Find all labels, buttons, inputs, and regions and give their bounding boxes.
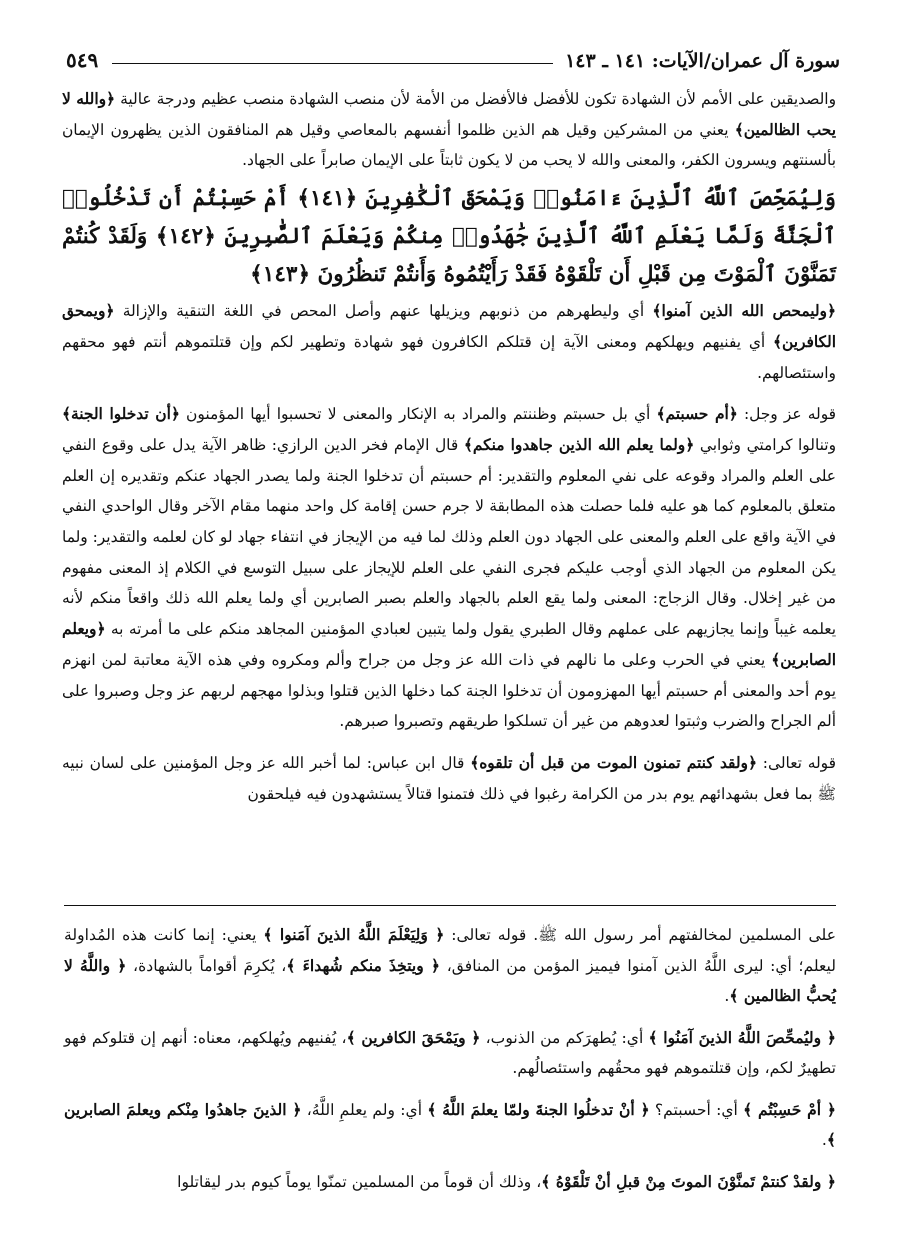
- footnote-paragraph-1: على المسلمين لمخالفتهم أمر رسول الله ﷺ. قوله تعالى: ﴿ وَلِيَعْلَمَ اللَّهُ الذينَ آمَنوا ﴾ يعني: إنما كانت هذه المُداولة ليعلم؛ أي: ليرى اللَّهُ الذين آمنوا فيميز المؤمن من المنافق، ﴿ ويتخِذَ منكم شُهداءَ ﴾، يُكرِمَ أقواماً بالشهادة، ﴿ واللَّهُ لا يُحبُّ الظالمين ﴾.: [64, 925, 837, 1005]
- running-title: سورة آل عمران/الآيات: ١٤١ ـ ١٤٣: [565, 50, 840, 72]
- quote: ﴿ الذينَ جاهدُوا مِنْكم ويعلمَ الصابرين ﴾: [64, 1099, 836, 1149]
- quote: ﴿وليمحص الله الذين آمنوا﴾: [652, 302, 836, 321]
- header-rule: [112, 63, 553, 64]
- quote: ﴿ وليُمحِّصَ اللَّهُ الذينَ آمَنُوا ﴾: [648, 1027, 836, 1047]
- quote: ﴿ وَلِيَعْلَمَ اللَّهُ الذينَ آمَنوا ﴾: [263, 925, 445, 944]
- quote: ﴿ويمحق الكافرين﴾: [62, 302, 836, 351]
- quote: ﴿أن تدخلوا الجنة﴾: [62, 405, 180, 424]
- quran-verses: وَلِيُمَحِّصَ ٱللَّهُ ٱلَّذِينَ ءَامَنُوا۟ وَيَمْحَقَ ٱلْكَٰفِرِينَ ﴿١٤١﴾ أَمْ حَسِبْتُمْ أَن تَدْخُلُوا۟ ٱلْجَنَّةَ وَلَمَّا يَعْلَمِ ٱللَّهُ ٱلَّذِينَ جَٰهَدُوا۟ مِنكُمْ وَيَعْلَمَ ٱلصَّٰبِرِينَ ﴿١٤٢﴾ وَلَقَدْ كُنتُمْ تَمَنَّوْنَ ٱلْمَوْتَ مِن قَبْلِ أَن تَلْقَوْهُ فَقَدْ رَأَيْتُمُوهُ وَأَنتُمْ تَنظُرُونَ ﴿١٤٣﴾: [62, 186, 837, 288]
- quote: ﴿ولما يعلم الله الذين جاهدوا منكم﴾: [463, 435, 695, 454]
- paragraph-4: قوله تعالى: ﴿ولقد كنتم تمنون الموت من قبل أن تلقوه﴾ قال ابن عباس: لما أخبر الله عز وجل المؤمنين على لسان نبيه ﷺ بما فعل بشهدائهم يوم بدر من الكرامة رغبوا في ذلك فتمنوا قتالاً يستشهدون فيه فيلحقون: [62, 753, 836, 803]
- quote: ﴿ أنْ تدخلُوا الجنةَ ولمّا يعلمَ اللَّهُ ﴾: [427, 1099, 650, 1119]
- quote: ﴿أم حسبتم﴾: [656, 405, 738, 424]
- quote: ﴿ أمْ حَسِبْتُم ﴾: [743, 1099, 837, 1119]
- footnote-commentary: [64, 920, 836, 1197]
- quote: ﴿ويعلم الصابرين﴾: [62, 620, 836, 669]
- paragraph-1: والصديقين على الأمم لأن الشهادة تكون للأفضل فالأفضل من الأمة لأن منصب الشهادة منصب عظيم ودرجة عالية ﴿والله لا يحب الظالمين﴾ يعني من المشركين وقيل هم الذين ظلموا أنفسهم بالمعاصي وقيل هم المنافقون الذين يظهرون الإيمان بألسنتهم ويسرون الكفر، والمعنى والله لا يحب من لا يكون ثابتاً على الإيمان صابراً على الجهاد.: [62, 90, 836, 170]
- quote: ﴿ولقد كنتم تمنون الموت من قبل أن تلقوه﴾: [470, 753, 757, 772]
- quote: ﴿والله لا يحب الظالمين﴾: [62, 90, 836, 139]
- quote: ﴿ ويتخِذَ منكم شُهداءَ ﴾: [286, 955, 441, 975]
- page-header: [66, 38, 840, 72]
- footnote-paragraph-2: ﴿ وليُمحِّصَ اللَّهُ الذينَ آمَنُوا ﴾ أي: يُطهرَكم من الذنوب، ﴿ ويَمْحَقَ الكافرين ﴾، يُفنيهم ويُهلكهم، معناه: أنهم إن قتلوكم فهو تطهيرٌ لكم، وإن قتلتموهم فهو محقُهم واستئصالُهم.: [64, 1027, 836, 1077]
- page-number: ٥٤٩: [66, 48, 99, 72]
- footnote-paragraph-4: ﴿ ولقدْ كنتمْ تَمنَّوْنَ الموتَ مِنْ قبلِ أنْ تَلْقَوْهُ ﴾، وذلك أن قوماً من المسلمين تمنّوا يوماً كيوم بدر ليقاتلوا: [177, 1171, 836, 1191]
- main-commentary: [62, 84, 836, 809]
- footnote-paragraph-3: ﴿ أمْ حَسِبْتُم ﴾ أي: أحسبتم؟ ﴿ أنْ تدخلُوا الجنةَ ولمّا يعلمَ اللَّهُ ﴾ أي: ولم يعلمِ اللَّهُ، ﴿ الذينَ جاهدُوا مِنْكم ويعلمَ الصابرين ﴾.: [64, 1099, 837, 1149]
- footnote-divider: [64, 905, 836, 906]
- quote: ﴿ ويَمْحَقَ الكافرين ﴾: [346, 1027, 481, 1047]
- paragraph-2: ﴿وليمحص الله الذين آمنوا﴾ أي وليطهرهم من ذنوبهم ويزيلها عنهم وأصل المحص في اللغة التنقية والإزالة ﴿ويمحق الكافرين﴾ أي يفنيهم ويهلكهم ومعنى الآية إن قتلكم الكافرون فهو شهادة وتطهير لكم وإن قتلتموهم أنتم فهو محقهم واستئصالهم.: [62, 302, 836, 382]
- quote: ﴿ ولقدْ كنتمْ تَمنَّوْنَ الموتَ مِنْ قبلِ أنْ تَلْقَوْهُ ﴾: [541, 1171, 836, 1191]
- quote: ﴿ واللَّهُ لا يُحبُّ الظالمين ﴾: [64, 955, 836, 1005]
- paragraph-3: قوله عز وجل: ﴿أم حسبتم﴾ أي بل حسبتم وظننتم والمراد به الإنكار والمعنى لا تحسبوا أيها المؤمنون ﴿أن تدخلوا الجنة﴾ وتنالوا كرامتي وثوابي ﴿ولما يعلم الله الذين جاهدوا منكم﴾ قال الإمام فخر الدين الرازي: ظاهر الآية يدل على وقوع النفي على العلم والمراد وقوعه على نفي المعلوم والتقدير: أم حسبتم أن تدخلوا الجنة ولما يصدر الجهاد عنكم وتقديره إن العلم متعلق بالمعلوم كما هو عليه فلما حصلت هذه المطابقة لا جرم حسن إقامة كل واحد منهما مقام الآخر وقال الواحدي النفي في الآية واقع على العلم والمعنى على الجهاد دون العلم وذلك لما فيه من الإيجاز في انتفاء جهاد لو كان لعلمه والتقدير: ولما يكن المعلوم من الجهاد الذي أوجب عليكم فجرى النفي على العلم للإيجاز على سبيل التوسع في الكلام إذ المعنى مفهوم من غير إخلال. وقال الزجاج: المعنى ولما يقع العلم بالجهاد والعلم بصبر الصابرين أي ولما يعلم الله ذلك واقعاً منكم لأنه يعلمه غيباً وإنما يجازيهم على عملهم وقال الطبري يقول ولما يتبين لعبادي المؤمنين المجاهد منكم على ما أمرته به ﴿ويعلم الصابرين﴾ يعني في الحرب وعلى ما نالهم في ذات الله عز وجل من جراح وألم ومكروه وفي هذه الآية معاتبة لمن انهزم يوم أحد والمعنى أم حسبتم أيها المهزومون أن تدخلوا الجنة كما دخلها الذين قتلوا وبذلوا مهجهم لربهم عز وجل وصبروا على ألم الجراح والضرب وثبتوا لعدوهم من غير أن تسلكوا طريقهم وتصبروا صبرهم.: [62, 405, 837, 731]
